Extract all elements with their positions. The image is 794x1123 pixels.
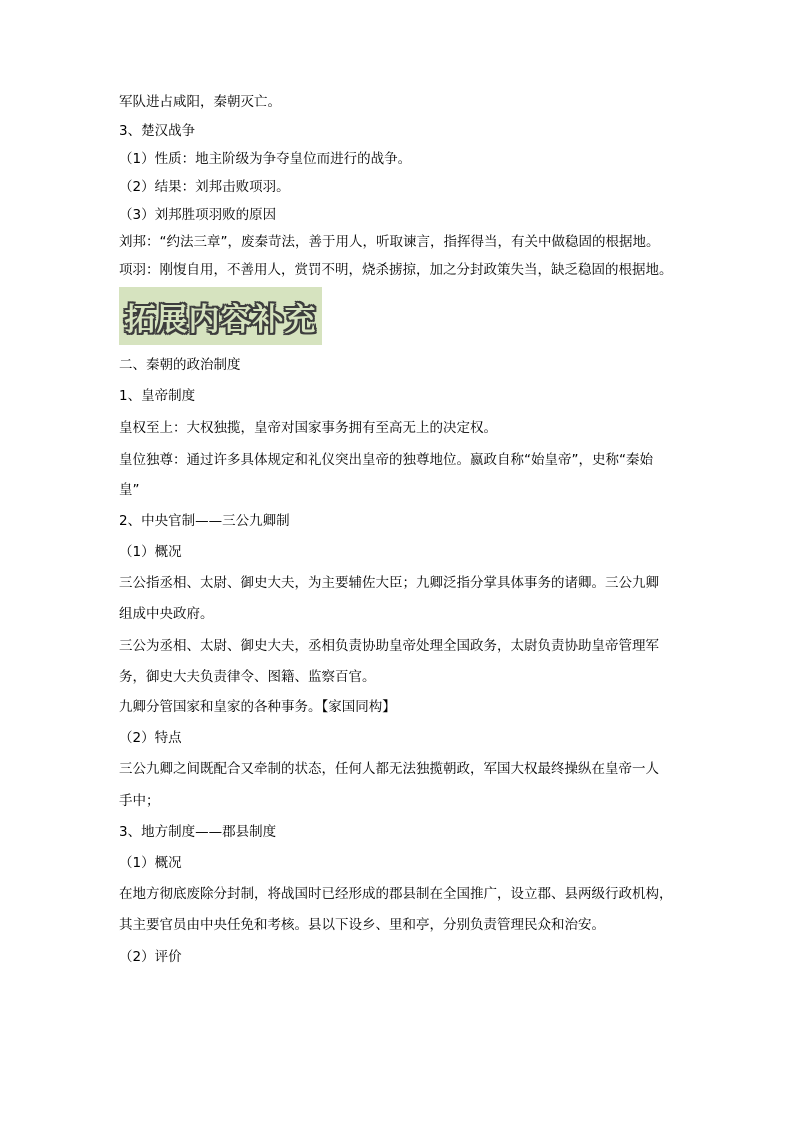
- section-heading: 2、中央官制——三公九卿制: [119, 513, 290, 529]
- supplement-banner: [119, 287, 322, 345]
- section-heading: 3、地方制度——郡县制度: [119, 824, 277, 840]
- text-line: 项羽：刚愎自用，不善用人，赏罚不明，烧杀掳掠，加之分封政策失当，缺乏稳固的根据地。: [119, 262, 673, 278]
- text-line: 三公为丞相、太尉、御史大夫，丞相负责协助皇帝处理全国政务，太尉负责协助皇帝管理军: [119, 638, 659, 654]
- text-line: 务，御史大夫负责律令、图籍、监察百官。: [119, 669, 376, 685]
- banner-text: 拓展内容补充: [124, 301, 317, 338]
- text-line: （1）概况: [119, 855, 182, 871]
- text-line: 其主要官员由中央任免和考核。县以下设乡、里和亭，分别负责管理民众和治安。: [119, 917, 605, 933]
- text-line: 三公九卿之间既配合又牵制的状态，任何人都无法独揽朝政，军国大权最终操纵在皇帝一人: [119, 761, 659, 777]
- section-heading: 二、秦朝的政治制度: [119, 357, 241, 373]
- text-line: 九卿分管国家和皇家的各种事务。【家国同构】: [119, 699, 396, 715]
- text-line: （3）刘邦胜项羽败的原因: [119, 207, 277, 223]
- text-line: 刘邦：“约法三章”，废秦苛法，善于用人，听取谏言，指挥得当，有关中做稳固的根据地。: [119, 234, 660, 250]
- text-line: 组成中央政府。: [119, 606, 214, 622]
- text-line: （1）性质：地主阶级为争夺皇位而进行的战争。: [119, 151, 412, 167]
- text-line: 三公指丞相、太尉、御史大夫，为主要辅佐大臣；九卿泛指分掌具体事务的诸卿。三公九卿: [119, 575, 659, 591]
- text-line: 军队进占咸阳，秦朝灭亡。: [119, 94, 281, 110]
- text-line: （2）结果：刘邦击败项羽。: [119, 179, 290, 195]
- text-line: （2）特点: [119, 730, 182, 746]
- text-line: （1）概况: [119, 544, 182, 560]
- section-heading: 3、楚汉战争: [119, 123, 196, 139]
- text-line: 手中；: [119, 793, 160, 809]
- text-line: 皇”: [119, 482, 140, 498]
- text-line: （2）评价: [119, 949, 182, 965]
- section-heading: 1、皇帝制度: [119, 388, 196, 404]
- text-line: 皇位独尊：通过许多具体规定和礼仪突出皇帝的独尊地位。嬴政自称“始皇帝”，史称“秦始: [119, 452, 653, 468]
- text-line: 在地方彻底废除分封制，将战国时已经形成的郡县制在全国推广，设立郡、县两级行政机构，: [119, 886, 673, 902]
- text-line: 皇权至上：大权独揽，皇帝对国家事务拥有至高无上的决定权。: [119, 420, 497, 436]
